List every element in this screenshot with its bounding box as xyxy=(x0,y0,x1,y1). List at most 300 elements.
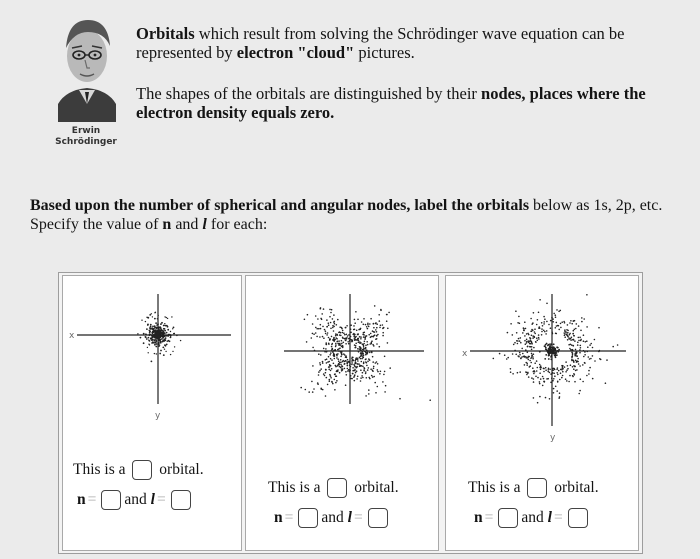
cloud-dot xyxy=(565,371,567,373)
cloud-dot xyxy=(373,323,375,325)
cloud-dot xyxy=(518,338,520,340)
cloud-dot xyxy=(556,309,558,311)
cloud-dot xyxy=(336,324,338,326)
cloud-dot xyxy=(512,373,514,375)
cloud-dot xyxy=(341,343,343,345)
quantum-number-row: n = and l = xyxy=(274,508,391,528)
cloud-dot xyxy=(586,340,588,342)
cloud-dot xyxy=(526,363,528,365)
cloud-dot xyxy=(517,340,519,342)
cloud-dot xyxy=(580,345,582,347)
cloud-dot xyxy=(557,381,559,383)
cloud-dot xyxy=(380,371,382,373)
cloud-dot xyxy=(361,361,363,363)
cloud-dot xyxy=(355,343,357,345)
cloud-dot xyxy=(536,370,538,372)
cloud-dot xyxy=(333,314,335,316)
cloud-dot xyxy=(569,375,571,377)
cloud-dot xyxy=(575,370,577,372)
cloud-dot xyxy=(570,320,572,322)
cloud-dot xyxy=(164,316,165,317)
cloud-dot xyxy=(146,328,148,330)
cloud-dot xyxy=(539,299,541,301)
cloud-dot xyxy=(354,366,356,368)
cloud-dot xyxy=(545,347,547,349)
cloud-dot xyxy=(326,344,328,346)
cloud-dot xyxy=(320,328,322,330)
cloud-dot xyxy=(341,340,343,342)
cloud-dot xyxy=(550,327,552,329)
cloud-dot xyxy=(506,358,508,360)
cloud-dot xyxy=(578,363,580,365)
cloud-dot xyxy=(355,372,357,374)
cloud-dot xyxy=(556,350,558,352)
cloud-dot xyxy=(332,351,334,353)
cloud-dot xyxy=(577,344,579,346)
cloud-dot xyxy=(344,361,346,363)
cloud-dot xyxy=(533,381,535,383)
cloud-dot xyxy=(572,333,574,335)
cloud-dot xyxy=(534,331,536,333)
cloud-dot xyxy=(579,349,581,351)
cloud-dot xyxy=(549,369,551,371)
cloud-dot xyxy=(335,343,337,345)
cloud-dot xyxy=(594,360,596,362)
cloud-dot xyxy=(568,381,570,383)
cloud-dot xyxy=(590,358,592,360)
cloud-dot xyxy=(367,352,369,354)
cloud-dot xyxy=(307,314,309,316)
cloud-dot xyxy=(360,338,362,340)
cloud-dot xyxy=(320,354,322,356)
cloud-dot xyxy=(155,337,157,339)
cloud-dot xyxy=(571,352,573,354)
cloud-dot xyxy=(163,340,165,342)
cloud-dot xyxy=(375,392,377,394)
cloud-dot xyxy=(537,367,539,369)
cloud-dot xyxy=(556,322,558,324)
cloud-dot xyxy=(330,322,332,324)
cloud-dot xyxy=(329,364,331,366)
cloud-dot xyxy=(376,327,378,329)
cloud-dot xyxy=(361,321,363,323)
cloud-dot xyxy=(325,369,327,371)
cloud-dot xyxy=(551,317,553,319)
cloud-dot xyxy=(173,333,174,334)
cloud-dot xyxy=(368,389,370,391)
cloud-dot xyxy=(532,367,534,369)
cloud-dot xyxy=(379,327,381,329)
cloud-dot xyxy=(516,332,518,334)
cloud-dot xyxy=(324,375,326,377)
cloud-dot xyxy=(336,375,338,377)
cloud-dot xyxy=(312,391,314,393)
cloud-dot xyxy=(312,365,314,367)
cloud-dot xyxy=(559,379,561,381)
cloud-dot xyxy=(154,318,156,320)
cloud-dot xyxy=(528,341,530,343)
cloud-dot xyxy=(331,368,333,370)
cloud-dot xyxy=(143,333,145,335)
cloud-dot xyxy=(582,364,584,366)
cloud-dot xyxy=(363,357,365,359)
cloud-dot xyxy=(337,343,339,345)
cloud-dot xyxy=(532,322,534,324)
cloud-dot xyxy=(533,347,535,349)
cloud-dot xyxy=(359,341,361,343)
cloud-dot xyxy=(326,319,328,321)
cloud-dot xyxy=(317,318,319,320)
cloud-dot xyxy=(355,347,357,349)
cloud-dot xyxy=(160,323,162,325)
cloud-dot xyxy=(542,385,544,387)
cloud-dot xyxy=(532,329,534,331)
cloud-dot xyxy=(530,318,532,320)
cloud-dot xyxy=(167,329,169,331)
cloud-dot xyxy=(612,346,614,348)
cloud-dot xyxy=(529,346,531,348)
cloud-dot xyxy=(560,323,562,325)
cloud-dot xyxy=(531,355,533,357)
cloud-dot xyxy=(360,336,362,338)
cloud-dot xyxy=(334,358,336,360)
instructions-line-1: Based upon the number of spherical and angular nodes, label the orbitals below as 1s, 2p, etc. xyxy=(30,197,663,214)
cloud-dot xyxy=(555,386,557,388)
cloud-dot xyxy=(576,323,578,325)
cloud-dot xyxy=(166,335,168,337)
cloud-dot xyxy=(365,361,367,363)
cloud-dot xyxy=(328,322,330,324)
portrait-caption-first-name: Erwin xyxy=(71,126,101,136)
cloud-dot xyxy=(304,319,306,321)
cloud-dot xyxy=(318,371,320,373)
cloud-dot xyxy=(342,361,344,363)
cloud-dot xyxy=(352,370,354,372)
cloud-dot xyxy=(328,361,330,363)
cloud-dot xyxy=(539,367,541,369)
cloud-dot xyxy=(342,330,344,332)
cloud-dot xyxy=(573,335,575,337)
cloud-dot xyxy=(544,318,546,320)
cloud-dot xyxy=(512,353,514,355)
cloud-dot xyxy=(526,374,528,376)
cloud-dot xyxy=(565,361,567,363)
cloud-dot xyxy=(340,344,342,346)
cloud-dot xyxy=(345,384,347,386)
cloud-dot xyxy=(533,312,535,314)
electron-cloud-2s xyxy=(493,294,619,404)
cloud-dot xyxy=(551,377,553,379)
cloud-dot xyxy=(146,317,147,318)
cloud-dot xyxy=(336,357,338,359)
cloud-dot xyxy=(337,353,339,355)
cloud-dot xyxy=(376,343,378,345)
cloud-dot xyxy=(544,331,546,333)
cloud-dot xyxy=(377,369,379,371)
cloud-dot xyxy=(330,328,332,330)
orbital-label-row: This is a orbital. xyxy=(268,479,399,496)
cloud-dot xyxy=(534,333,536,335)
cloud-dot xyxy=(356,330,358,332)
cloud-dot xyxy=(151,339,153,341)
cloud-dot xyxy=(368,367,370,369)
cloud-dot xyxy=(149,344,150,345)
cloud-dot xyxy=(362,351,364,353)
cloud-dot xyxy=(534,362,536,364)
cloud-dot xyxy=(356,357,358,359)
cloud-dot xyxy=(371,352,373,354)
cloud-dot xyxy=(384,371,386,373)
cloud-dot xyxy=(527,333,529,335)
n-answer-box[interactable] xyxy=(298,508,318,528)
cloud-dot xyxy=(567,368,569,370)
cloud-dot xyxy=(360,369,362,371)
cloud-dot xyxy=(545,367,547,369)
cloud-dot xyxy=(164,333,166,335)
cloud-dot xyxy=(544,345,546,347)
cloud-dot xyxy=(537,377,539,379)
cloud-dot xyxy=(589,344,591,346)
cloud-dot xyxy=(360,380,362,382)
cloud-dot xyxy=(157,318,158,319)
cloud-dot xyxy=(538,337,540,339)
cloud-dot xyxy=(586,375,588,377)
cloud-dot xyxy=(524,364,526,366)
cloud-dot xyxy=(345,338,347,340)
cloud-dot xyxy=(376,361,378,363)
cloud-dot xyxy=(330,377,332,379)
cloud-dot xyxy=(349,369,351,371)
cloud-dot xyxy=(571,357,573,359)
cloud-dot xyxy=(158,342,160,344)
orbital-answer-box[interactable] xyxy=(132,460,152,480)
orbital-plot-2 xyxy=(246,276,438,466)
cloud-dot xyxy=(358,342,360,344)
cloud-dot xyxy=(363,336,365,338)
cloud-dot xyxy=(341,346,343,348)
cloud-dot xyxy=(166,344,168,346)
cloud-dot xyxy=(577,361,579,363)
cloud-dot xyxy=(551,344,553,346)
cloud-dot xyxy=(330,358,332,360)
cloud-dot xyxy=(325,330,327,332)
cloud-dot xyxy=(605,382,607,384)
cloud-dot xyxy=(324,329,326,331)
cloud-dot xyxy=(539,396,541,398)
cloud-dot xyxy=(335,382,337,384)
cloud-dot xyxy=(617,344,619,346)
y-axis-label: y xyxy=(550,433,556,443)
cloud-dot xyxy=(548,369,550,371)
cloud-dot xyxy=(580,378,582,380)
n-answer-box[interactable] xyxy=(498,508,518,528)
cloud-dot xyxy=(369,323,371,325)
cloud-dot xyxy=(333,363,335,365)
cloud-dot xyxy=(573,339,575,341)
cloud-dot xyxy=(351,358,353,360)
cloud-dot xyxy=(526,341,528,343)
cloud-dot xyxy=(337,334,339,336)
cloud-dot xyxy=(553,343,555,345)
cloud-dot xyxy=(331,309,333,311)
cloud-dot xyxy=(558,349,560,351)
cloud-dot xyxy=(580,330,582,332)
cloud-dot xyxy=(548,324,550,326)
cloud-dot xyxy=(367,328,369,330)
cloud-dot xyxy=(373,327,375,329)
cloud-dot xyxy=(349,362,351,364)
cloud-dot xyxy=(345,355,347,357)
orbital-panels xyxy=(58,272,643,554)
cloud-dot xyxy=(528,356,530,358)
cloud-dot xyxy=(345,371,347,373)
cloud-dot xyxy=(532,337,534,339)
cloud-dot xyxy=(367,344,369,346)
cloud-dot xyxy=(370,318,372,320)
cloud-dot xyxy=(552,380,554,382)
cloud-dot xyxy=(371,342,373,344)
cloud-dot xyxy=(568,337,570,339)
cloud-dot xyxy=(510,368,512,370)
cloud-dot xyxy=(553,392,555,394)
cloud-dot xyxy=(533,373,535,375)
cloud-dot xyxy=(532,358,534,360)
cloud-dot xyxy=(581,321,583,323)
cloud-dot xyxy=(338,350,340,352)
cloud-dot xyxy=(590,343,592,345)
cloud-dot xyxy=(570,338,572,340)
cloud-dot xyxy=(342,366,344,368)
cloud-dot xyxy=(347,341,349,343)
orbital-answer-box[interactable] xyxy=(327,478,347,498)
cloud-dot xyxy=(364,341,366,343)
cloud-dot xyxy=(356,339,358,341)
cloud-dot xyxy=(365,395,367,397)
cloud-dot xyxy=(599,358,601,360)
cloud-dot xyxy=(592,347,594,349)
cloud-dot xyxy=(529,360,531,362)
cloud-dot xyxy=(358,329,360,331)
cloud-dot xyxy=(152,316,153,317)
cloud-dot xyxy=(539,383,541,385)
cloud-dot xyxy=(576,356,578,358)
cloud-dot xyxy=(325,359,327,361)
orbital-plot-1 xyxy=(63,276,241,466)
cloud-dot xyxy=(316,328,318,330)
cloud-dot xyxy=(570,349,572,351)
l-answer-box[interactable] xyxy=(568,508,588,528)
cloud-dot xyxy=(359,336,361,338)
cloud-dot xyxy=(325,372,327,374)
cloud-dot xyxy=(370,333,372,335)
cloud-dot xyxy=(527,346,529,348)
cloud-dot xyxy=(305,389,307,391)
l-answer-box[interactable] xyxy=(171,490,191,510)
cloud-dot xyxy=(346,334,348,336)
orbital-answer-box[interactable] xyxy=(527,478,547,498)
cloud-dot xyxy=(357,319,359,321)
cloud-dot xyxy=(345,327,347,329)
cloud-dot xyxy=(364,332,366,334)
cloud-dot xyxy=(341,353,343,355)
cloud-dot xyxy=(533,353,535,355)
cloud-dot xyxy=(357,363,359,365)
cloud-dot xyxy=(504,354,506,356)
cloud-dot xyxy=(531,349,533,351)
cloud-dot xyxy=(161,334,163,336)
n-answer-box[interactable] xyxy=(101,490,121,510)
cloud-dot xyxy=(540,369,542,371)
cloud-dot xyxy=(166,332,168,334)
cloud-dot xyxy=(580,347,582,349)
cloud-dot xyxy=(552,318,554,320)
cloud-dot xyxy=(160,331,162,333)
cloud-dot xyxy=(370,337,372,339)
cloud-dot xyxy=(546,343,548,345)
cloud-dot xyxy=(573,373,575,375)
cloud-dot xyxy=(334,339,336,341)
cloud-dot xyxy=(334,389,336,391)
cloud-dot xyxy=(510,371,512,373)
cloud-dot xyxy=(375,329,377,331)
cloud-dot xyxy=(564,336,566,338)
cloud-dot xyxy=(317,382,319,384)
cloud-dot xyxy=(582,381,584,383)
cloud-dot xyxy=(154,353,155,354)
cloud-dot xyxy=(386,320,388,322)
cloud-dot xyxy=(583,334,585,336)
cloud-dot xyxy=(360,348,362,350)
cloud-dot xyxy=(356,359,358,361)
cloud-dot xyxy=(337,319,339,321)
cloud-dot xyxy=(368,393,370,395)
cloud-dot xyxy=(526,333,528,335)
cloud-dot xyxy=(352,334,354,336)
cloud-dot xyxy=(567,365,569,367)
cloud-dot xyxy=(362,372,364,374)
cloud-dot xyxy=(320,364,322,366)
cloud-dot xyxy=(326,351,328,353)
cloud-dot xyxy=(363,324,365,326)
cloud-dot xyxy=(150,324,152,326)
cloud-dot xyxy=(553,373,555,375)
cloud-dot xyxy=(540,378,542,380)
cloud-dot xyxy=(531,342,533,344)
cloud-dot xyxy=(373,376,375,378)
cloud-dot xyxy=(154,312,155,313)
cloud-dot xyxy=(313,333,315,335)
cloud-dot xyxy=(335,366,337,368)
cloud-dot xyxy=(357,334,359,336)
cloud-dot xyxy=(363,318,365,320)
l-answer-box[interactable] xyxy=(368,508,388,528)
cloud-dot xyxy=(353,329,355,331)
cloud-dot xyxy=(383,374,385,376)
cloud-dot xyxy=(350,328,352,330)
cloud-dot xyxy=(377,363,379,365)
cloud-dot xyxy=(560,369,562,371)
cloud-dot xyxy=(583,318,585,320)
cloud-dot xyxy=(376,323,378,325)
cloud-dot xyxy=(329,354,331,356)
cloud-dot xyxy=(323,348,325,350)
cloud-dot xyxy=(382,381,384,383)
cloud-dot xyxy=(318,328,320,330)
cloud-dot xyxy=(551,353,553,355)
cloud-dot xyxy=(315,327,317,329)
cloud-dot xyxy=(348,334,350,336)
cloud-dot xyxy=(165,325,166,326)
